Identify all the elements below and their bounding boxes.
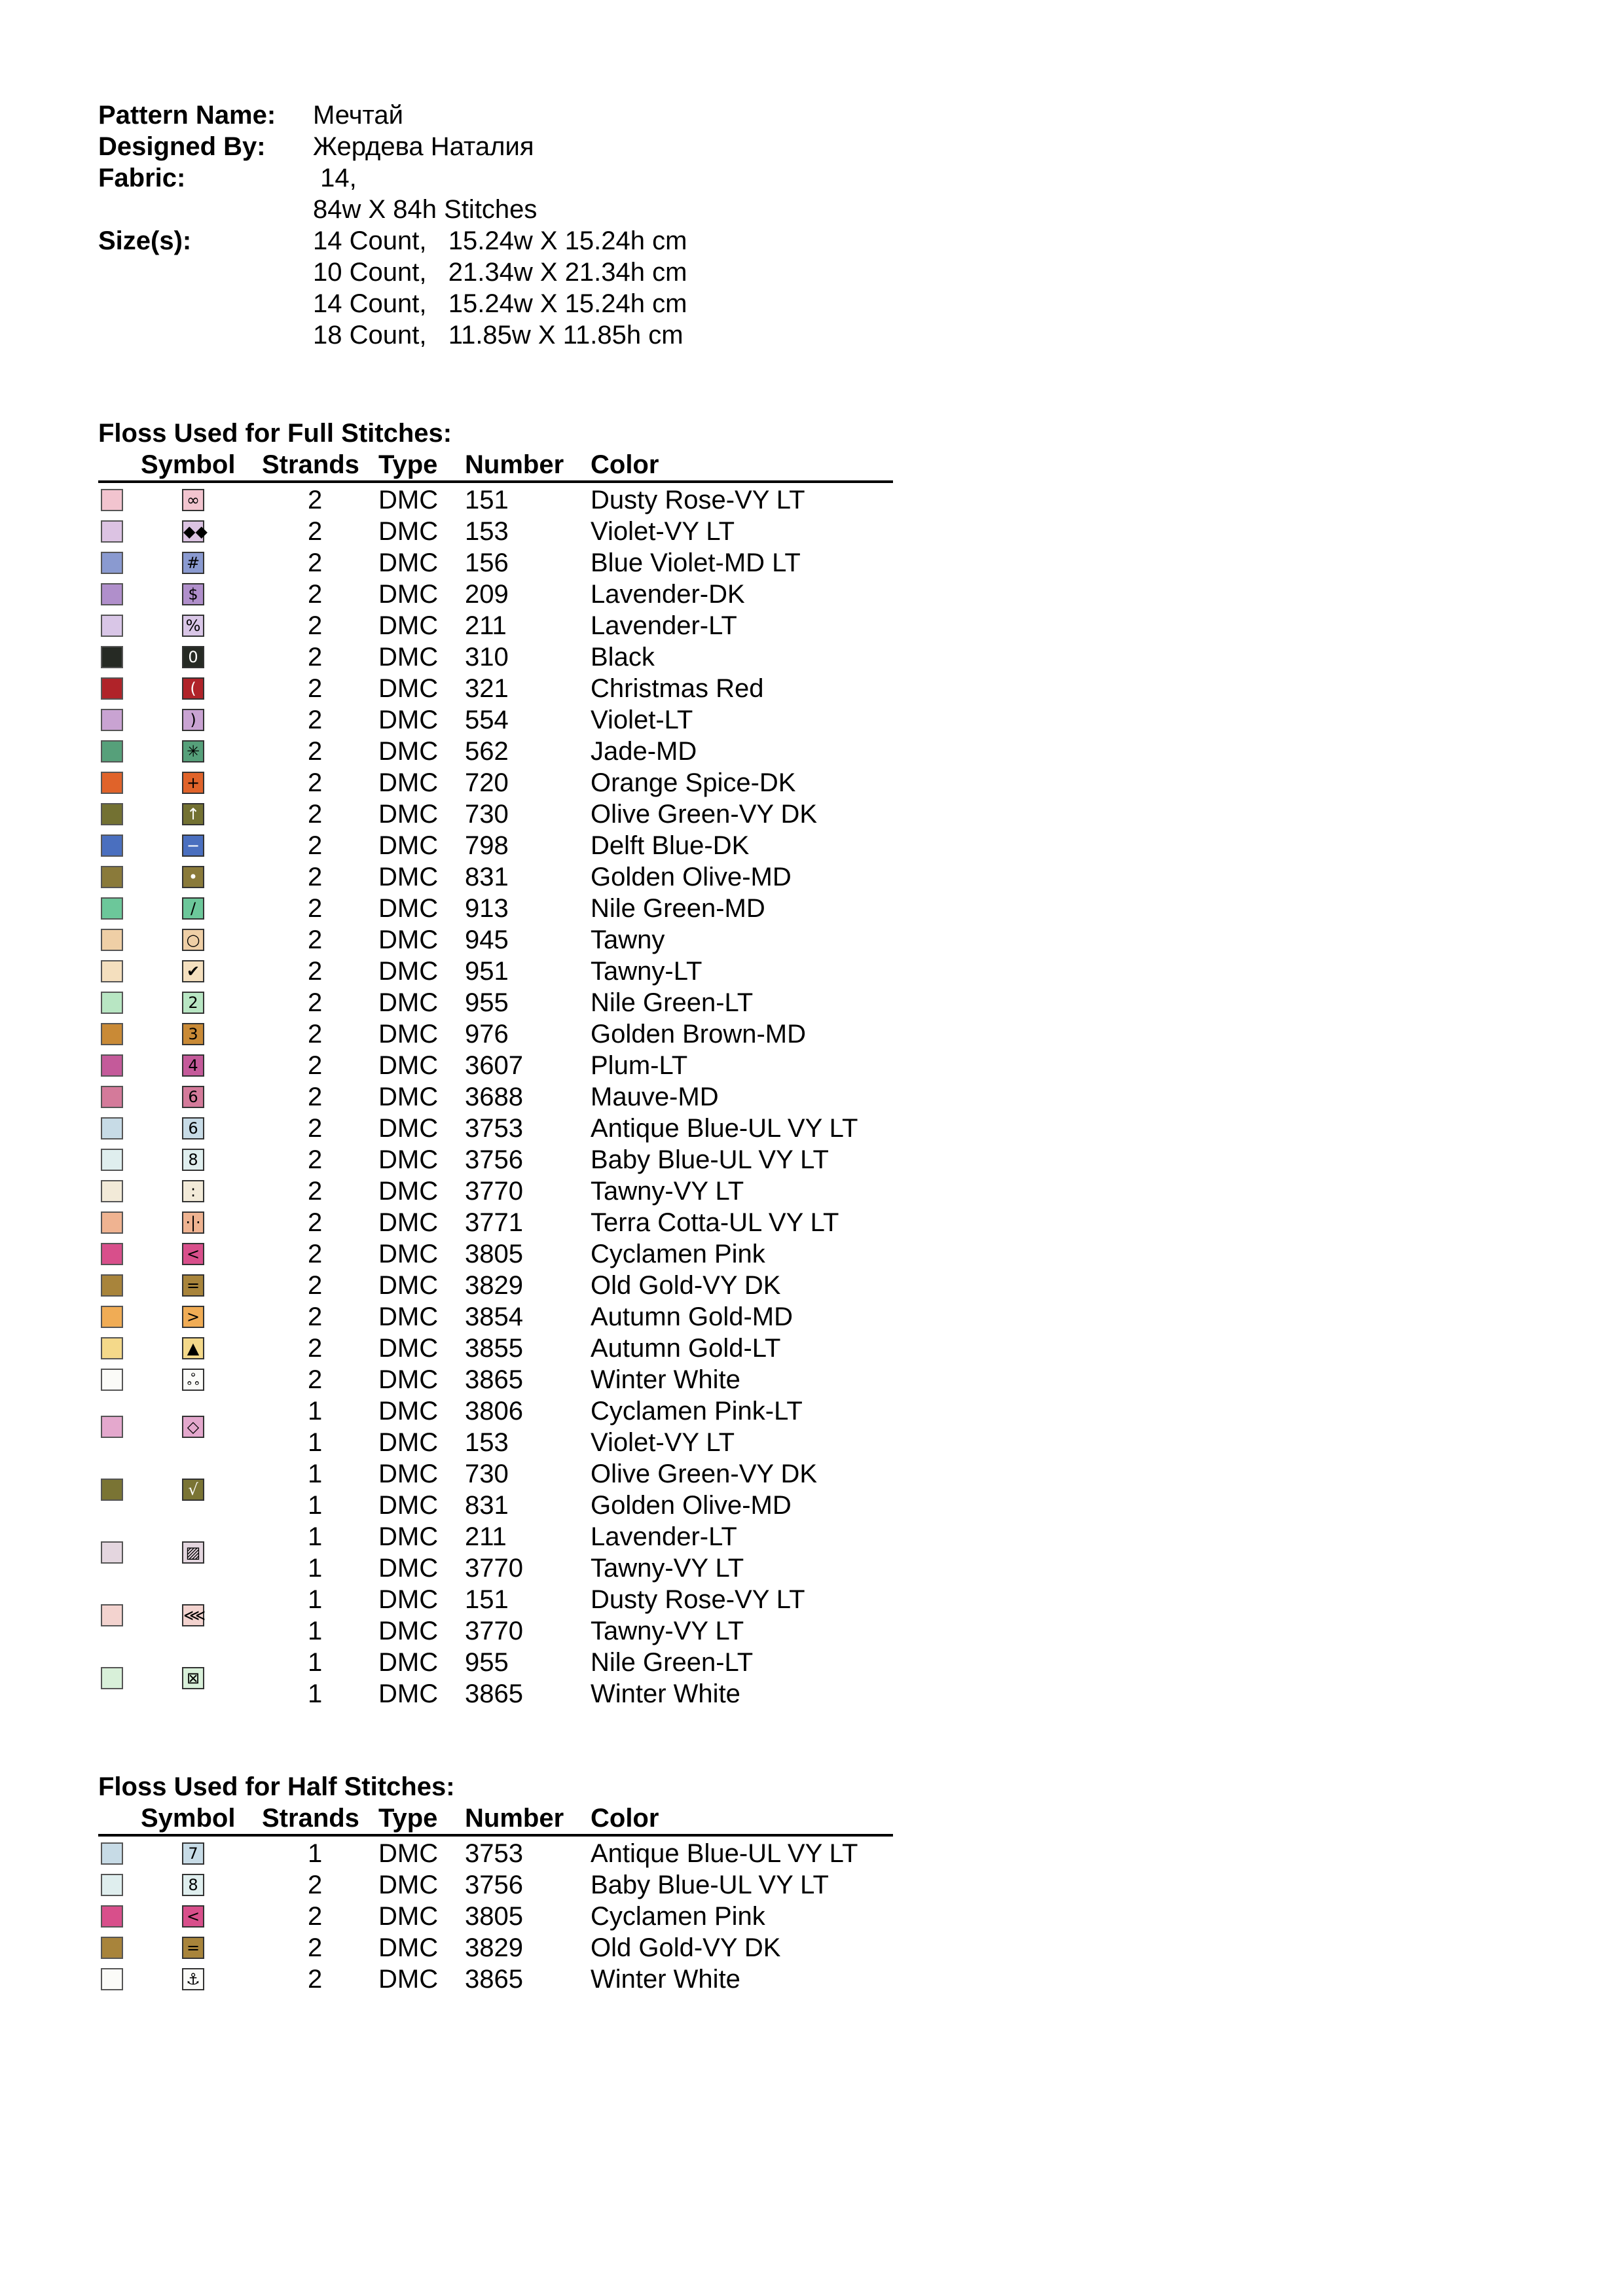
stitch-symbol: √ <box>182 1479 204 1501</box>
number-cell: 951 <box>465 957 509 986</box>
color-cell: Jade-MD <box>591 737 697 766</box>
color-cell: Violet-VY LT <box>591 517 735 546</box>
stitch-symbol: 6 <box>182 1117 204 1139</box>
color-swatch <box>101 1023 123 1045</box>
stitch-symbol: ⋘ <box>182 1604 204 1626</box>
type-cell: DMC <box>378 643 439 672</box>
color-cell: Lavender-LT <box>591 611 737 640</box>
strands-cell: 1 <box>308 1554 323 1583</box>
strands-cell: 2 <box>308 1083 323 1111</box>
color-swatch <box>101 520 123 543</box>
number-cell: 3865 <box>465 1965 523 1994</box>
color-cell: Olive Green-VY DK <box>591 800 818 829</box>
color-swatch <box>101 897 123 920</box>
type-cell: DMC <box>378 1365 439 1394</box>
color-cell: Dusty Rose-VY LT <box>591 1585 805 1614</box>
color-swatch <box>101 709 123 731</box>
color-swatch <box>101 1117 123 1139</box>
color-swatch <box>101 1306 123 1328</box>
color-cell: Baby Blue-UL VY LT <box>591 1145 829 1174</box>
strands-cell: 1 <box>308 1585 323 1614</box>
type-cell: DMC <box>378 611 439 640</box>
fabric-value: 14, <box>313 164 357 192</box>
color-cell: Black <box>591 643 655 672</box>
color-swatch <box>101 834 123 857</box>
strands-cell: 2 <box>308 1020 323 1049</box>
fabric-label: Fabric: <box>98 164 186 192</box>
type-cell: DMC <box>378 1020 439 1049</box>
number-cell: 913 <box>465 894 509 923</box>
header-symbol: Symbol <box>141 450 236 479</box>
stitch-symbol: = <box>182 1274 204 1297</box>
header-strands: Strands <box>262 450 359 479</box>
color-cell: Cyclamen Pink <box>591 1240 765 1268</box>
color-cell: Olive Green-VY DK <box>591 1460 818 1488</box>
type-cell: DMC <box>378 1965 439 1994</box>
color-cell: Old Gold-VY DK <box>591 1271 781 1300</box>
stitch-symbol: ⊠ <box>182 1667 204 1689</box>
header-number: Number <box>465 450 564 479</box>
strands-cell: 2 <box>308 643 323 672</box>
stitch-symbol: − <box>182 834 204 857</box>
header-symbol: Symbol <box>141 1804 236 1833</box>
stitch-symbol: $ <box>182 583 204 605</box>
stitch-symbol: ▲ <box>182 1337 204 1359</box>
color-swatch <box>101 1479 123 1501</box>
strands-cell: 2 <box>308 988 323 1017</box>
type-cell: DMC <box>378 1902 439 1931</box>
number-cell: 831 <box>465 863 509 891</box>
color-swatch <box>101 740 123 762</box>
type-cell: DMC <box>378 1460 439 1488</box>
color-cell: Tawny <box>591 925 665 954</box>
number-cell: 211 <box>465 1522 507 1551</box>
strands-cell: 2 <box>308 1271 323 1300</box>
type-cell: DMC <box>378 1114 439 1143</box>
strands-cell: 1 <box>308 1648 323 1677</box>
stitch-symbol: + <box>182 772 204 794</box>
stitch-symbol: 0 <box>182 646 204 668</box>
strands-cell: 2 <box>308 768 323 797</box>
type-cell: DMC <box>378 548 439 577</box>
number-cell: 211 <box>465 611 507 640</box>
type-cell: DMC <box>378 1397 439 1426</box>
strands-cell: 2 <box>308 1902 323 1931</box>
type-cell: DMC <box>378 1648 439 1677</box>
color-cell: Orange Spice-DK <box>591 768 796 797</box>
pattern-name: Мечтай <box>313 101 403 130</box>
header-number: Number <box>465 1804 564 1833</box>
type-cell: DMC <box>378 894 439 923</box>
color-swatch <box>101 552 123 574</box>
color-cell: Lavender-DK <box>591 580 745 609</box>
strands-cell: 1 <box>308 1491 323 1520</box>
number-cell: 955 <box>465 988 509 1017</box>
type-cell: DMC <box>378 1208 439 1237</box>
strands-cell: 2 <box>308 1208 323 1237</box>
type-cell: DMC <box>378 863 439 891</box>
stitch-symbol: ○ <box>182 929 204 951</box>
number-cell: 730 <box>465 1460 509 1488</box>
strands-cell: 2 <box>308 800 323 829</box>
type-cell: DMC <box>378 1871 439 1899</box>
color-swatch <box>101 1086 123 1108</box>
number-cell: 3756 <box>465 1145 523 1174</box>
size-line: 18 Count, 11.85w X 11.85h cm <box>313 321 684 350</box>
stitch-symbol: 3 <box>182 1023 204 1045</box>
color-cell: Baby Blue-UL VY LT <box>591 1871 829 1899</box>
number-cell: 3753 <box>465 1839 523 1868</box>
stitch-symbol: > <box>182 1306 204 1328</box>
type-cell: DMC <box>378 1679 439 1708</box>
color-swatch <box>101 1337 123 1359</box>
color-cell: Plum-LT <box>591 1051 688 1080</box>
type-cell: DMC <box>378 1177 439 1206</box>
color-swatch <box>101 646 123 668</box>
stitch-symbol: 7 <box>182 1842 204 1865</box>
color-swatch <box>101 960 123 982</box>
header-type: Type <box>378 450 438 479</box>
color-cell: Nile Green-MD <box>591 894 765 923</box>
color-swatch <box>101 1274 123 1297</box>
stitch-symbol: ∞ <box>182 489 204 511</box>
type-cell: DMC <box>378 1302 439 1331</box>
type-cell: DMC <box>378 1617 439 1645</box>
color-swatch <box>101 615 123 637</box>
type-cell: DMC <box>378 1585 439 1614</box>
stitch-symbol: ▨ <box>182 1541 204 1564</box>
number-cell: 153 <box>465 517 509 546</box>
number-cell: 209 <box>465 580 509 609</box>
strands-cell: 1 <box>308 1839 323 1868</box>
color-cell: Antique Blue-UL VY LT <box>591 1839 858 1868</box>
color-cell: Autumn Gold-LT <box>591 1334 781 1363</box>
stitch-symbol: 2 <box>182 992 204 1014</box>
stitch-symbol: • <box>182 866 204 888</box>
type-cell: DMC <box>378 1933 439 1962</box>
color-cell: Cyclamen Pink <box>591 1902 765 1931</box>
color-cell: Delft Blue-DK <box>591 831 750 860</box>
type-cell: DMC <box>378 737 439 766</box>
color-cell: Golden Olive-MD <box>591 863 792 891</box>
strands-cell: 2 <box>308 1145 323 1174</box>
color-cell: Golden Olive-MD <box>591 1491 792 1520</box>
number-cell: 3688 <box>465 1083 523 1111</box>
stitch-symbol: ) <box>182 709 204 731</box>
strands-cell: 2 <box>308 1334 323 1363</box>
color-swatch <box>101 1842 123 1865</box>
type-cell: DMC <box>378 1522 439 1551</box>
strands-cell: 2 <box>308 674 323 703</box>
color-swatch <box>101 1604 123 1626</box>
strands-cell: 2 <box>308 894 323 923</box>
number-cell: 3829 <box>465 1271 523 1300</box>
stitch-symbol: ◇ <box>182 1416 204 1438</box>
type-cell: DMC <box>378 706 439 734</box>
type-cell: DMC <box>378 1240 439 1268</box>
color-swatch <box>101 772 123 794</box>
color-swatch <box>101 1416 123 1438</box>
strands-cell: 1 <box>308 1397 323 1426</box>
color-swatch <box>101 992 123 1014</box>
number-cell: 3770 <box>465 1177 523 1206</box>
number-cell: 3806 <box>465 1397 523 1426</box>
strands-cell: 2 <box>308 517 323 546</box>
color-swatch <box>101 1541 123 1564</box>
stitch-symbol: / <box>182 897 204 920</box>
type-cell: DMC <box>378 957 439 986</box>
color-cell: Old Gold-VY DK <box>591 1933 781 1962</box>
size-line: 14 Count, 15.24w X 15.24h cm <box>313 289 687 318</box>
strands-cell: 2 <box>308 831 323 860</box>
number-cell: 153 <box>465 1428 509 1457</box>
strands-cell: 2 <box>308 957 323 986</box>
strands-cell: 2 <box>308 486 323 514</box>
type-cell: DMC <box>378 1051 439 1080</box>
number-cell: 554 <box>465 706 509 734</box>
stitch-symbol: # <box>182 552 204 574</box>
type-cell: DMC <box>378 517 439 546</box>
header-type: Type <box>378 1804 438 1833</box>
sizes-label: Size(s): <box>98 226 192 255</box>
number-cell: 3829 <box>465 1933 523 1962</box>
color-cell: Golden Brown-MD <box>591 1020 807 1049</box>
color-swatch <box>101 1968 123 1990</box>
stitch-symbol: 8 <box>182 1149 204 1171</box>
strands-cell: 2 <box>308 1302 323 1331</box>
strands-cell: 2 <box>308 1965 323 1994</box>
stitch-count: 84w X 84h Stitches <box>313 195 538 224</box>
number-cell: 3753 <box>465 1114 523 1143</box>
pattern-name-label: Pattern Name: <box>98 101 276 130</box>
stitch-symbol: 4 <box>182 1054 204 1077</box>
type-cell: DMC <box>378 831 439 860</box>
strands-cell: 2 <box>308 1933 323 1962</box>
number-cell: 3865 <box>465 1365 523 1394</box>
stitch-symbol: 8 <box>182 1874 204 1896</box>
color-swatch <box>101 1211 123 1234</box>
color-swatch <box>101 1149 123 1171</box>
type-cell: DMC <box>378 768 439 797</box>
number-cell: 3805 <box>465 1902 523 1931</box>
color-swatch <box>101 1243 123 1265</box>
number-cell: 720 <box>465 768 509 797</box>
strands-cell: 2 <box>308 863 323 891</box>
color-cell: Nile Green-LT <box>591 988 754 1017</box>
color-swatch <box>101 677 123 700</box>
type-cell: DMC <box>378 1491 439 1520</box>
type-cell: DMC <box>378 1428 439 1457</box>
strands-cell: 2 <box>308 1365 323 1394</box>
strands-cell: 1 <box>308 1679 323 1708</box>
color-cell: Winter White <box>591 1965 740 1994</box>
type-cell: DMC <box>378 1145 439 1174</box>
color-cell: Terra Cotta-UL VY LT <box>591 1208 839 1237</box>
stitch-symbol: < <box>182 1905 204 1928</box>
type-cell: DMC <box>378 580 439 609</box>
number-cell: 156 <box>465 548 509 577</box>
color-cell: Winter White <box>591 1679 740 1708</box>
number-cell: 831 <box>465 1491 509 1520</box>
stitch-symbol: ஃ <box>182 1369 204 1391</box>
type-cell: DMC <box>378 1083 439 1111</box>
stitch-symbol: ◆◆ <box>182 520 204 543</box>
stitch-symbol: 6 <box>182 1086 204 1108</box>
full-stitches-title: Floss Used for Full Stitches: <box>98 419 452 448</box>
half-stitches-title: Floss Used for Half Stitches: <box>98 1772 455 1801</box>
stitch-symbol: ·|· <box>182 1211 204 1234</box>
color-cell: Violet-VY LT <box>591 1428 735 1457</box>
header-strands: Strands <box>262 1804 359 1833</box>
color-swatch <box>101 1054 123 1077</box>
number-cell: 3770 <box>465 1554 523 1583</box>
number-cell: 562 <box>465 737 509 766</box>
color-cell: Mauve-MD <box>591 1083 719 1111</box>
strands-cell: 2 <box>308 1871 323 1899</box>
color-cell: Tawny-VY LT <box>591 1177 744 1206</box>
strands-cell: 2 <box>308 1114 323 1143</box>
type-cell: DMC <box>378 988 439 1017</box>
header-rule <box>98 480 893 483</box>
color-cell: Autumn Gold-MD <box>591 1302 793 1331</box>
number-cell: 310 <box>465 643 509 672</box>
color-swatch <box>101 1937 123 1959</box>
color-swatch <box>101 929 123 951</box>
number-cell: 151 <box>465 486 509 514</box>
strands-cell: 2 <box>308 925 323 954</box>
number-cell: 945 <box>465 925 509 954</box>
color-swatch <box>101 583 123 605</box>
number-cell: 3756 <box>465 1871 523 1899</box>
type-cell: DMC <box>378 674 439 703</box>
color-cell: Tawny-VY LT <box>591 1554 744 1583</box>
number-cell: 3771 <box>465 1208 523 1237</box>
number-cell: 3854 <box>465 1302 523 1331</box>
header-rule <box>98 1834 893 1837</box>
color-cell: Lavender-LT <box>591 1522 737 1551</box>
strands-cell: 1 <box>308 1617 323 1645</box>
stitch-symbol: ⚓ <box>182 1968 204 1990</box>
number-cell: 321 <box>465 674 509 703</box>
stitch-symbol: ( <box>182 677 204 700</box>
color-swatch <box>101 803 123 825</box>
stitch-symbol: : <box>182 1180 204 1202</box>
strands-cell: 2 <box>308 611 323 640</box>
color-swatch <box>101 866 123 888</box>
color-cell: Cyclamen Pink-LT <box>591 1397 803 1426</box>
stitch-symbol: ↑ <box>182 803 204 825</box>
stitch-symbol: = <box>182 1937 204 1959</box>
type-cell: DMC <box>378 486 439 514</box>
strands-cell: 2 <box>308 548 323 577</box>
size-line: 14 Count, 15.24w X 15.24h cm <box>313 226 687 255</box>
strands-cell: 2 <box>308 706 323 734</box>
header-color: Color <box>591 1804 659 1833</box>
color-swatch <box>101 1667 123 1689</box>
number-cell: 3607 <box>465 1051 523 1080</box>
designed-by-label: Designed By: <box>98 132 266 161</box>
color-cell: Christmas Red <box>591 674 764 703</box>
color-cell: Antique Blue-UL VY LT <box>591 1114 858 1143</box>
strands-cell: 2 <box>308 737 323 766</box>
color-swatch <box>101 1905 123 1928</box>
designed-by: Жердева Наталия <box>313 132 534 161</box>
color-swatch <box>101 1874 123 1896</box>
strands-cell: 1 <box>308 1522 323 1551</box>
strands-cell: 1 <box>308 1460 323 1488</box>
strands-cell: 2 <box>308 580 323 609</box>
type-cell: DMC <box>378 1839 439 1868</box>
size-line: 10 Count, 21.34w X 21.34h cm <box>313 258 687 287</box>
type-cell: DMC <box>378 1334 439 1363</box>
number-cell: 151 <box>465 1585 509 1614</box>
color-cell: Winter White <box>591 1365 740 1394</box>
color-cell: Violet-LT <box>591 706 693 734</box>
color-cell: Nile Green-LT <box>591 1648 754 1677</box>
color-cell: Dusty Rose-VY LT <box>591 486 805 514</box>
number-cell: 955 <box>465 1648 509 1677</box>
number-cell: 3805 <box>465 1240 523 1268</box>
strands-cell: 2 <box>308 1051 323 1080</box>
color-cell: Tawny-VY LT <box>591 1617 744 1645</box>
type-cell: DMC <box>378 1271 439 1300</box>
stitch-symbol: ✔ <box>182 960 204 982</box>
strands-cell: 1 <box>308 1428 323 1457</box>
number-cell: 976 <box>465 1020 509 1049</box>
stitch-symbol: % <box>182 615 204 637</box>
number-cell: 3865 <box>465 1679 523 1708</box>
type-cell: DMC <box>378 1554 439 1583</box>
color-cell: Tawny-LT <box>591 957 702 986</box>
color-swatch <box>101 1369 123 1391</box>
type-cell: DMC <box>378 800 439 829</box>
number-cell: 730 <box>465 800 509 829</box>
color-swatch <box>101 489 123 511</box>
number-cell: 798 <box>465 831 509 860</box>
strands-cell: 2 <box>308 1177 323 1206</box>
stitch-symbol: < <box>182 1243 204 1265</box>
stitch-symbol: ✳ <box>182 740 204 762</box>
number-cell: 3770 <box>465 1617 523 1645</box>
header-color: Color <box>591 450 659 479</box>
type-cell: DMC <box>378 925 439 954</box>
color-swatch <box>101 1180 123 1202</box>
color-cell: Blue Violet-MD LT <box>591 548 801 577</box>
number-cell: 3855 <box>465 1334 523 1363</box>
strands-cell: 2 <box>308 1240 323 1268</box>
